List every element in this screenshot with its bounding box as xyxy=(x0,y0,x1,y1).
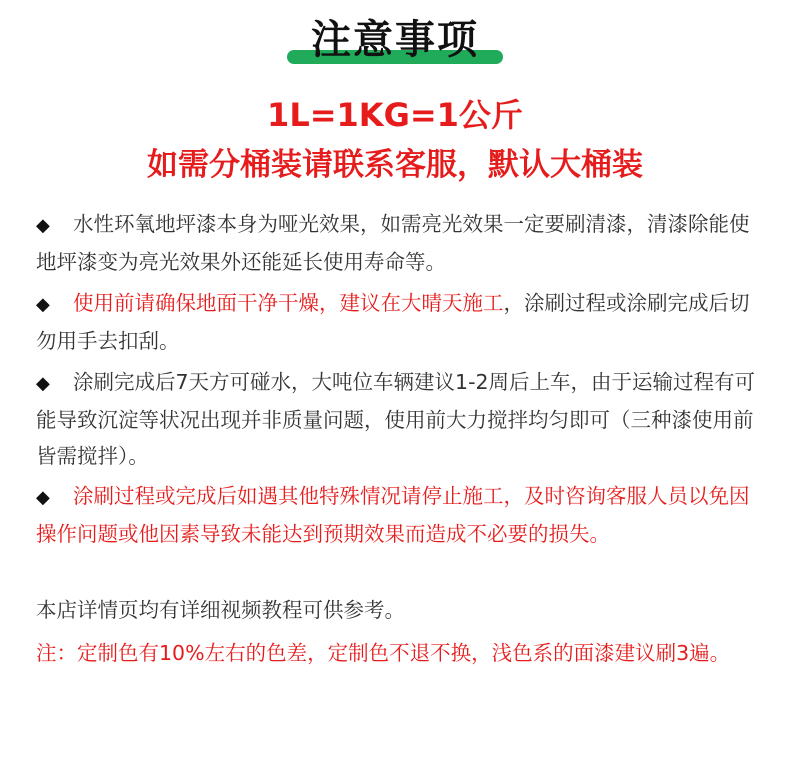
diamond-bullet-icon: ◆ xyxy=(36,215,50,236)
note-item-3 xyxy=(36,364,756,474)
note-item-4 xyxy=(36,478,756,552)
headline-unit: 1L=1KG=1公斤 xyxy=(267,96,523,134)
note-text: ，涂刷过程或涂刷完成后切勿用手去扣刮。 xyxy=(36,291,750,353)
note-text: 涂刷过程或完成后如遇其他特殊情况请停止施工，及时咨询客服人员以免因操作问题或他因素导致未能达到预期效果而造成不必要的损失。 xyxy=(36,484,750,546)
diamond-bullet-icon: ◆ xyxy=(36,487,50,508)
note-item-1 xyxy=(36,206,756,280)
page-title: 注意事项 xyxy=(311,17,479,63)
color-difference-note: 注：定制色有10%左右的色差，定制色不退不换，浅色系的面漆建议刷3遍。 xyxy=(36,641,731,665)
diamond-bullet-icon: ◆ xyxy=(36,294,50,315)
title-block xyxy=(0,14,790,70)
tutorial-note: 本店详情页均有详细视频教程可供参考。 xyxy=(36,598,405,622)
headline-packaging: 如需分桶装请联系客服，默认大桶装 xyxy=(147,147,643,183)
note-item-2 xyxy=(36,285,756,359)
note-text: 水性环氧地坪漆本身为哑光效果，如需亮光效果一定要刷清漆，清漆除能使地坪漆变为亮光效果外还能延长使用寿命等。 xyxy=(36,212,750,274)
note-text-red: 使用前请确保地面干净干燥，建议在大晴天施工 xyxy=(73,291,504,315)
diamond-bullet-icon: ◆ xyxy=(36,373,50,394)
note-text: 涂刷完成后7天方可碰水，大吨位车辆建议1-2周后上车，由于运输过程有可能导致沉淀等状况出现并非质量问题，使用前大力搅拌均匀即可（三种漆使用前皆需搅拌）。 xyxy=(36,370,756,468)
